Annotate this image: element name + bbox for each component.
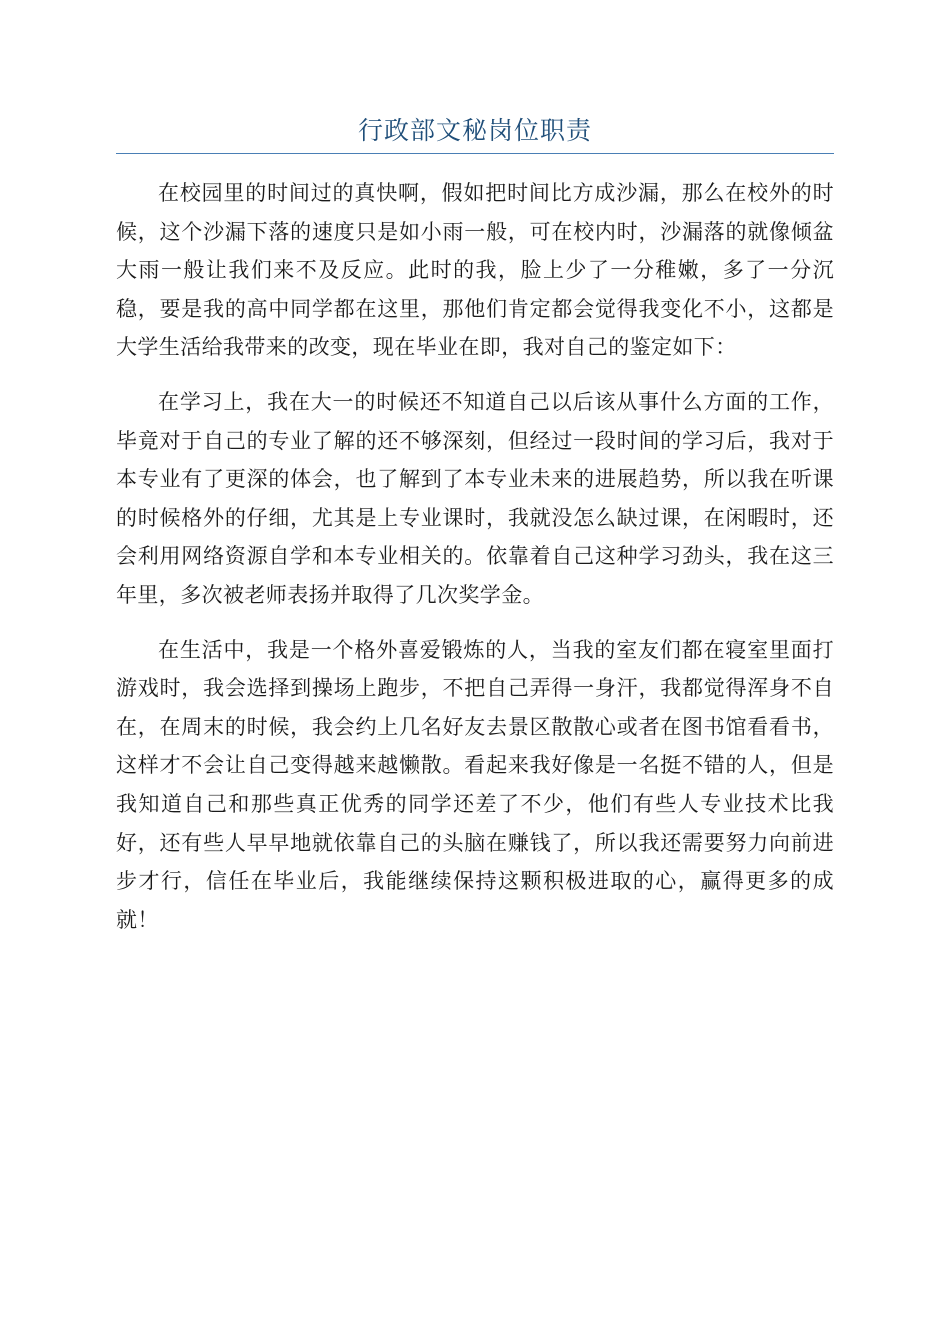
paragraph-3: 在生活中，我是一个格外喜爱锻炼的人，当我的室友们都在寝室里面打游戏时，我会选择到操场上跑步，不把自己弄得一身汗，我都觉得浑身不自在，在周末的时候，我会约上几名好友去景区散散心或者在图书馆看看书，这样才不会让自己变得越来越懒散。看起来我好像是一名挺不错的人，但是我知道自己和那些真正优秀的同学还差了不少，他们有些人专业技术比我好，还有些人早早地就依靠自己的头脑在赚钱了，所以我还需要努力向前进步才行，信任在毕业后，我能继续保持这颗积极进取的心，赢得更多的成就！ bbox=[116, 637, 834, 932]
document-body bbox=[116, 174, 834, 955]
title-underline bbox=[116, 153, 834, 154]
document-title: 行政部文秘岗位职责 bbox=[357, 116, 592, 145]
paragraph-2: 在学习上，我在大一的时候还不知道自己以后该从事什么方面的工作，毕竟对于自己的专业了解的还不够深刻，但经过一段时间的学习后，我对于本专业有了更深的体会，也了解到了本专业未来的进展趋势，所以我在听课的时候格外的仔细，尤其是上专业课时，我就没怎么缺过课，在闲暇时，还会利用网络资源自学和本专业相关的。依靠着自己这种学习劲头，我在这三年里，多次被老师表扬并取得了几次奖学金。 bbox=[116, 389, 834, 607]
paragraph-1: 在校园里的时间过的真快啊，假如把时间比方成沙漏，那么在校外的时候，这个沙漏下落的速度只是如小雨一般，可在校内时，沙漏落的就像倾盆大雨一般让我们来不及反应。此时的我，脸上少了一分稚嫩，多了一分沉稳，要是我的高中同学都在这里，那他们肯定都会觉得我变化不小，这都是大学生活给我带来的改变，现在毕业在即，我对自己的鉴定如下： bbox=[116, 181, 834, 360]
